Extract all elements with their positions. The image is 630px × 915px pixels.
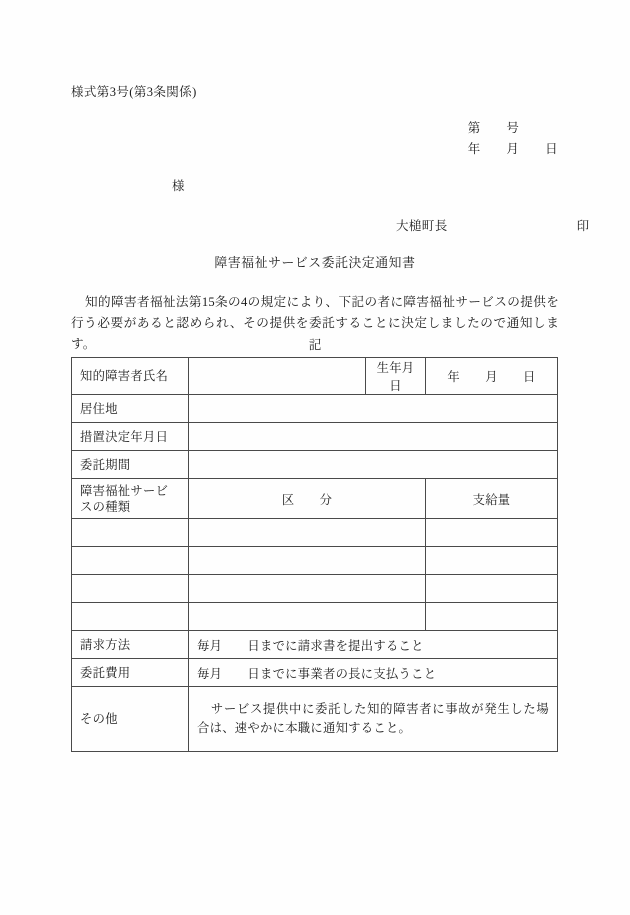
cell-service-amount-blank[interactable] (426, 547, 558, 575)
header-service-amount: 支給量 (426, 479, 558, 519)
table-row-entrust-cost (72, 659, 558, 687)
document-title: 障害福祉サービス委託決定通知書 (214, 256, 416, 270)
value-entrust-period[interactable] (189, 451, 558, 479)
label-decision-date: 措置決定年月日 (72, 423, 189, 451)
cell-service-amount-blank[interactable] (426, 603, 558, 631)
cell-service-amount-blank[interactable] (426, 575, 558, 603)
cell-service-name-blank[interactable] (72, 519, 189, 547)
issuer-name-and-seal: 大槌町長 印 (396, 219, 590, 233)
table-row-service-entry (72, 519, 558, 547)
value-decision-date[interactable] (189, 423, 558, 451)
cell-service-amount-blank[interactable] (426, 519, 558, 547)
label-person-name: 知的障害者氏名 (72, 358, 189, 395)
cell-service-category-blank[interactable] (189, 519, 426, 547)
cell-service-name-blank[interactable] (72, 603, 189, 631)
value-entrust-cost[interactable]: 毎月 日までに事業者の長に支払うこと (189, 659, 558, 687)
table-row-service-entry (72, 603, 558, 631)
table-row-billing-method (72, 631, 558, 659)
form-number: 様式第3号(第3条関係) (71, 85, 197, 99)
value-other[interactable] (189, 687, 558, 752)
cell-service-name-blank[interactable] (72, 575, 189, 603)
label-entrust-cost: 委託費用 (72, 659, 189, 687)
document-date-line: 年 月 日 (467, 142, 558, 156)
body-paragraph-text: 知的障害者福祉法第15条の4の規定により、下記の者に障害福祉サービスの提供を行う必要があると認められ、その提供を委託することに決定しましたので通知します。 (71, 295, 559, 351)
label-residence: 居住地 (72, 395, 189, 423)
value-birth-date[interactable]: 年 月 日 (426, 358, 558, 395)
value-person-name[interactable] (189, 358, 366, 395)
table-row-service-entry (72, 575, 558, 603)
table-row-decision-date (72, 423, 558, 451)
value-residence[interactable] (189, 395, 558, 423)
label-billing-method: 請求方法 (72, 631, 189, 659)
cell-service-category-blank[interactable] (189, 575, 426, 603)
table-row-other (72, 687, 558, 752)
table-row-residence (72, 395, 558, 423)
cell-service-category-blank[interactable] (189, 547, 426, 575)
table-row-service-entry (72, 547, 558, 575)
value-billing-method[interactable]: 毎月 日までに請求書を提出すること (189, 631, 558, 659)
table-row-service-header (72, 479, 558, 519)
table-row-entrust-period (72, 451, 558, 479)
document-number-line: 第 号 (467, 121, 520, 135)
addressee-honorific: 様 (172, 179, 185, 193)
cell-service-category-blank[interactable] (189, 603, 426, 631)
label-service-type: 障害福祉サービスの種類 (72, 479, 189, 519)
header-service-category: 区 分 (189, 479, 426, 519)
label-birth-date: 生年月日 (366, 358, 426, 395)
cell-service-name-blank[interactable] (72, 547, 189, 575)
kiji-mark: 記 (308, 338, 322, 352)
table-row-name (72, 358, 558, 395)
document-meta-block (468, 118, 558, 160)
label-other: その他 (72, 687, 189, 752)
other-note-text: サービス提供中に委託した知的障害者に事故が発生した場合は、速やかに本職に通知すること。 (197, 702, 549, 735)
notification-details-table (71, 357, 558, 752)
label-entrust-period: 委託期間 (72, 451, 189, 479)
